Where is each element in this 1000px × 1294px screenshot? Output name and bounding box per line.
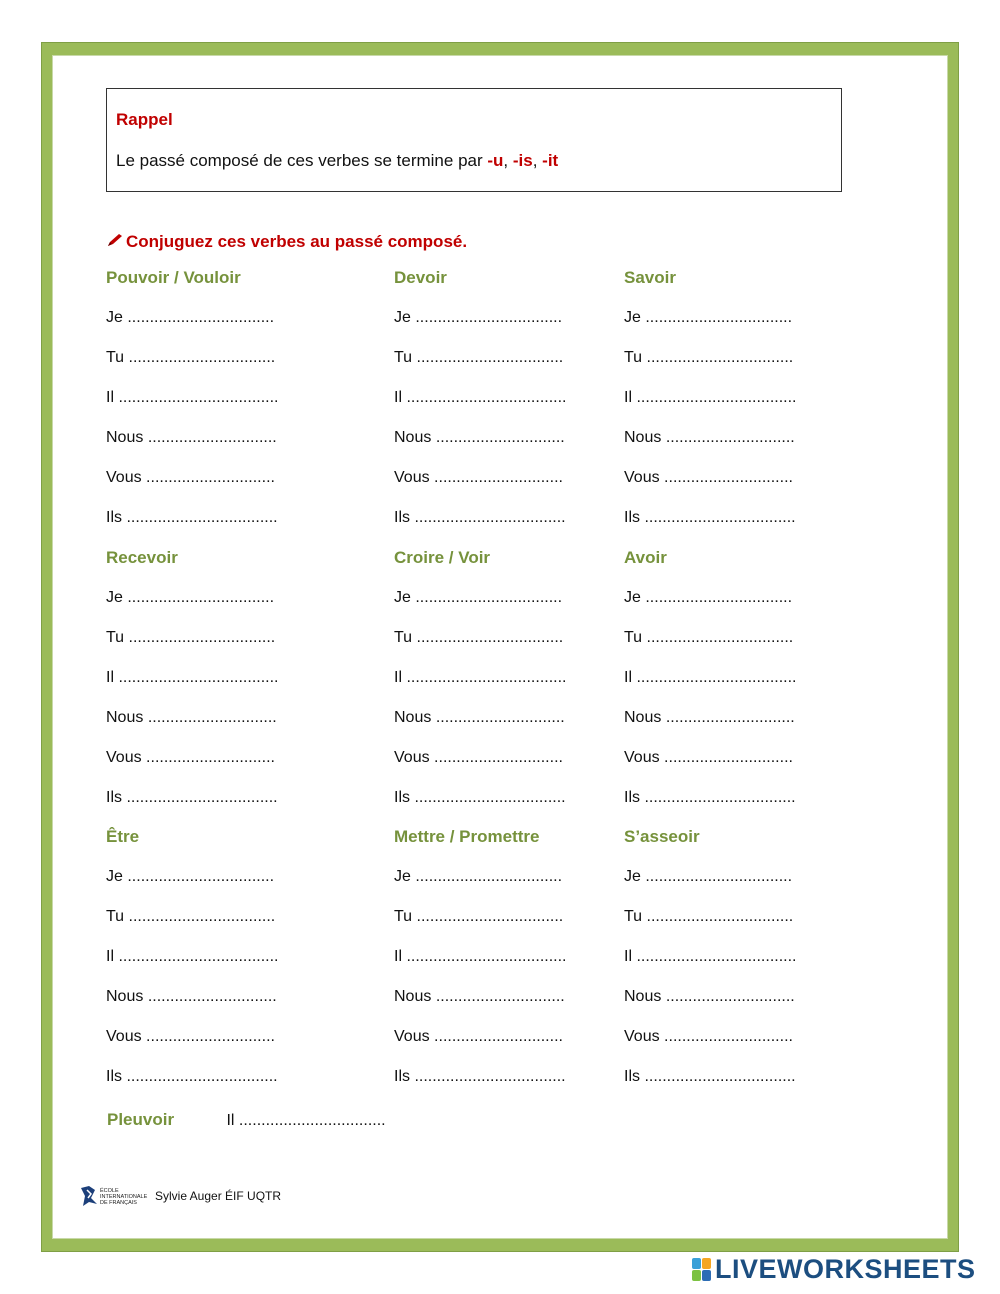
answer-line[interactable]: Il .................................... (106, 669, 279, 686)
answer-line[interactable]: Nous ............................. (624, 988, 795, 1005)
verb-block (106, 268, 346, 548)
pleuvoir-block (107, 1110, 386, 1130)
answer-line[interactable]: Tu ................................. (394, 349, 564, 366)
answer-line[interactable]: Je ................................. (624, 309, 793, 326)
answer-line[interactable]: Nous ............................. (106, 988, 277, 1005)
footer-author: Sylvie Auger ÉIF UQTR (155, 1189, 282, 1203)
footer (79, 1184, 281, 1208)
verb-block (106, 827, 346, 1107)
answer-line[interactable]: Nous ............................. (624, 709, 795, 726)
answer-line[interactable]: Tu ................................. (394, 629, 564, 646)
answer-line[interactable]: Vous ............................. (394, 749, 563, 766)
pencil-icon (107, 232, 123, 252)
verb-title: Devoir (394, 268, 447, 287)
answer-line[interactable]: Nous ............................. (394, 429, 565, 446)
verb-title: Pouvoir / Vouloir (106, 268, 241, 287)
answer-line[interactable]: Je ................................. (106, 868, 275, 885)
answer-line[interactable]: Ils .................................. (624, 789, 796, 806)
verb-title: Avoir (624, 548, 667, 567)
answer-line[interactable]: Ils .................................. (106, 789, 278, 806)
answer-line[interactable]: Vous ............................. (624, 1028, 793, 1045)
answer-line[interactable]: Ils .................................. (394, 789, 566, 806)
answer-line[interactable]: Ils .................................. (106, 509, 278, 526)
liveworksheets-icon (692, 1258, 711, 1281)
answer-line[interactable]: Ils .................................. (624, 509, 796, 526)
answer-line[interactable]: Je ................................. (394, 309, 563, 326)
answer-line[interactable]: Nous ............................. (624, 429, 795, 446)
verb-block (624, 548, 864, 828)
answer-line[interactable]: Tu ................................. (624, 349, 794, 366)
answer-line[interactable]: Nous ............................. (394, 709, 565, 726)
rappel-box (106, 88, 842, 192)
answer-line[interactable]: Il .................................... (106, 948, 279, 965)
answer-line[interactable]: Je ................................. (624, 868, 793, 885)
answer-line[interactable]: Tu ................................. (624, 908, 794, 925)
answer-line[interactable]: Tu ................................. (106, 349, 276, 366)
verb-block (394, 268, 634, 548)
answer-line[interactable]: Vous ............................. (624, 469, 793, 486)
school-logo-icon (79, 1184, 149, 1208)
answer-line[interactable]: Vous ............................. (106, 469, 275, 486)
svg-text:INTERNATIONALE: INTERNATIONALE (100, 1194, 148, 1200)
verb-title: Savoir (624, 268, 676, 287)
ending-it: -it (542, 151, 559, 170)
worksheet (52, 55, 948, 1239)
rappel-text: Le passé composé de ces verbes se termine par -u, -is, -it (116, 151, 559, 170)
verb-title: S’asseoir (624, 827, 700, 846)
instruction-text: Conjuguez ces verbes au passé composé. (126, 232, 468, 251)
answer-line[interactable]: Je ................................. (106, 589, 275, 606)
answer-line[interactable]: Il .................................... (624, 389, 797, 406)
answer-line[interactable]: Je ................................. (106, 309, 275, 326)
answer-line[interactable]: Vous ............................. (394, 1028, 563, 1045)
pleuvoir-line[interactable]: Il ................................. (226, 1112, 386, 1129)
answer-line[interactable]: Je ................................. (624, 589, 793, 606)
answer-line[interactable]: Ils .................................. (394, 1068, 566, 1085)
answer-line[interactable]: Il .................................... (624, 948, 797, 965)
answer-line[interactable]: Ils .................................. (106, 1068, 278, 1085)
answer-line[interactable]: Vous ............................. (106, 1028, 275, 1045)
ending-is: -is (512, 151, 533, 170)
answer-line[interactable]: Nous ............................. (394, 988, 565, 1005)
svg-text:ÉCOLE: ÉCOLE (100, 1188, 119, 1194)
verb-title-pleuvoir: Pleuvoir (107, 1110, 175, 1129)
answer-line[interactable]: Vous ............................. (624, 749, 793, 766)
answer-line[interactable]: Il .................................... (624, 669, 797, 686)
answer-line[interactable]: Tu ................................. (624, 629, 794, 646)
verb-block (624, 268, 864, 548)
verb-block (394, 548, 634, 828)
ending-u: -u (487, 151, 504, 170)
verb-block (394, 827, 634, 1107)
answer-line[interactable]: Je ................................. (394, 589, 563, 606)
answer-line[interactable]: Je ................................. (394, 868, 563, 885)
liveworksheets-logo[interactable] (692, 1254, 976, 1285)
answer-line[interactable]: Il .................................... (394, 669, 567, 686)
verb-title: Être (106, 827, 140, 846)
verb-block (624, 827, 864, 1107)
verb-title: Mettre / Promettre (394, 827, 540, 846)
answer-line[interactable]: Il .................................... (394, 389, 567, 406)
verb-title: Croire / Voir (394, 548, 491, 567)
svg-text:DE FRANÇAIS: DE FRANÇAIS (100, 1200, 137, 1206)
answer-line[interactable]: Il .................................... (106, 389, 279, 406)
answer-line[interactable]: Tu ................................. (106, 629, 276, 646)
instruction (107, 232, 467, 252)
answer-line[interactable]: Tu ................................. (106, 908, 276, 925)
answer-line[interactable]: Il .................................... (394, 948, 567, 965)
rappel-title: Rappel (116, 110, 173, 129)
answer-line[interactable]: Nous ............................. (106, 429, 277, 446)
answer-line[interactable]: Vous ............................. (106, 749, 275, 766)
rappel-sentence: Le passé composé de ces verbes se termine par (116, 151, 483, 170)
answer-line[interactable]: Ils .................................. (394, 509, 566, 526)
answer-line[interactable]: Nous ............................. (106, 709, 277, 726)
verb-title: Recevoir (106, 548, 178, 567)
page-border (41, 42, 959, 1252)
answer-line[interactable]: Ils .................................. (624, 1068, 796, 1085)
answer-line[interactable]: Tu ................................. (394, 908, 564, 925)
answer-line[interactable]: Vous ............................. (394, 469, 563, 486)
verb-block (106, 548, 346, 828)
liveworksheets-brand-text: LIVEWORKSHEETS (715, 1254, 976, 1284)
